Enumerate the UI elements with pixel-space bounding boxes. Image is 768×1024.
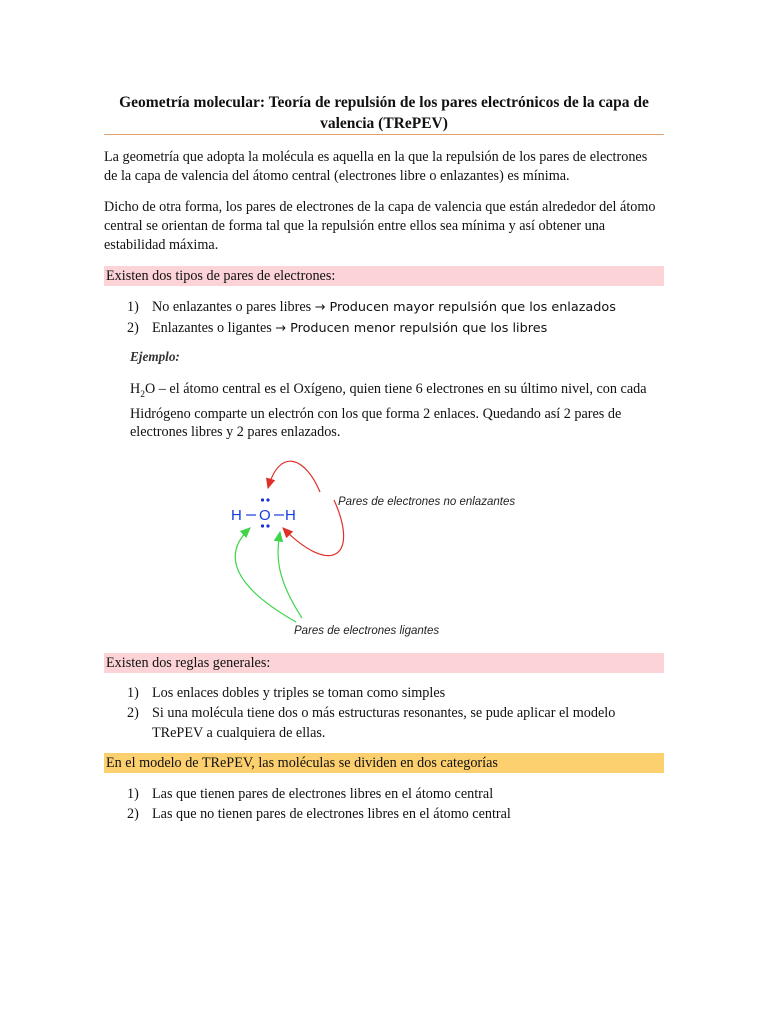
atom-o: O xyxy=(259,507,271,524)
bonding-arrow-right xyxy=(278,532,302,618)
example-paragraph xyxy=(130,380,660,442)
list-item-text: No enlazantes o pares libres xyxy=(152,299,312,315)
page-title: Geometría molecular: Teoría de repulsión de los pares electrónicos de la capa de valencia (TRePEV) xyxy=(119,94,649,132)
atom-h-left: H xyxy=(231,507,242,524)
list-item-text: Los enlaces dobles y triples se toman como simples xyxy=(152,685,446,701)
bonding-arrow-left xyxy=(235,528,296,622)
list-item-number: 2) xyxy=(127,806,139,822)
list-item xyxy=(127,703,667,743)
list-item xyxy=(127,804,667,824)
example-text: O – el átomo central es el Oxígeno, quien tiene 6 electrones en su último nivel, con cada Hidrógeno comparte un electrón con los que forma 2 enlaces. Quedando así 2 pares de electrones libres y 2 pares enlazados. xyxy=(130,381,647,441)
list-item-number: 1) xyxy=(127,299,139,315)
section-heading-categories: En el modelo de TRePEV, las moléculas se dividen en dos categorías xyxy=(104,753,664,773)
list-item-number: 2) xyxy=(127,320,139,336)
list-item-text: Las que no tienen pares de electrones libres en el átomo central xyxy=(152,806,511,822)
lone-pair-top xyxy=(261,498,270,501)
list-item-number: 1) xyxy=(127,685,139,701)
nonbonding-arrow-upper xyxy=(268,461,320,492)
section-heading-electron-pair-types: Existen dos tipos de pares de electrones: xyxy=(104,266,664,286)
section-heading-general-rules: Existen dos reglas generales: xyxy=(104,653,664,673)
list-item-effect: → Producen mayor repulsión que los enlazados xyxy=(314,300,616,315)
list-item-text: Enlazantes o ligantes xyxy=(152,320,272,336)
electron-pair-types-list xyxy=(127,297,667,339)
list-item xyxy=(127,297,667,318)
list-item-number: 2) xyxy=(127,705,139,721)
formula-subscript: 2 xyxy=(140,389,145,400)
list-item xyxy=(127,318,667,339)
list-item-text: Si una molécula tiene dos o más estructuras resonantes, se pude aplicar el modelo TRePEV a cualquiera de ellas. xyxy=(152,705,616,741)
title-divider xyxy=(104,134,664,135)
intro-paragraph-2: Dicho de otra forma, los pares de electrones de la capa de valencia que están alrededor del átomo central se orientan de forma tal que la repulsión entre ellos sea mínima y así obtener una estabilidad máxima. xyxy=(104,199,656,253)
categories-list xyxy=(127,784,667,824)
general-rules-list xyxy=(127,683,667,743)
list-item xyxy=(127,784,667,804)
list-item-effect: → Producen menor repulsión que los libres xyxy=(275,321,548,336)
atom-h-right: H xyxy=(285,507,296,524)
list-item xyxy=(127,683,667,703)
list-item-number: 1) xyxy=(127,786,139,802)
list-item-text: Las que tienen pares de electrones libres en el átomo central xyxy=(152,786,494,802)
example-label: Ejemplo: xyxy=(130,349,180,364)
formula-h: H xyxy=(130,381,141,397)
water-molecule-diagram xyxy=(210,438,550,650)
label-bonding-pairs: Pares de electrones ligantes xyxy=(294,625,440,637)
lone-pair-bottom xyxy=(261,524,270,527)
water-molecule-figure xyxy=(210,438,550,650)
label-nonbonding-pairs: Pares de electrones no enlazantes xyxy=(338,496,516,508)
intro-paragraph-1: La geometría que adopta la molécula es aquella en la que la repulsión de los pares de electrones de la capa de valencia del átomo central (electrones libre o enlazantes) es mínima. xyxy=(104,149,648,184)
